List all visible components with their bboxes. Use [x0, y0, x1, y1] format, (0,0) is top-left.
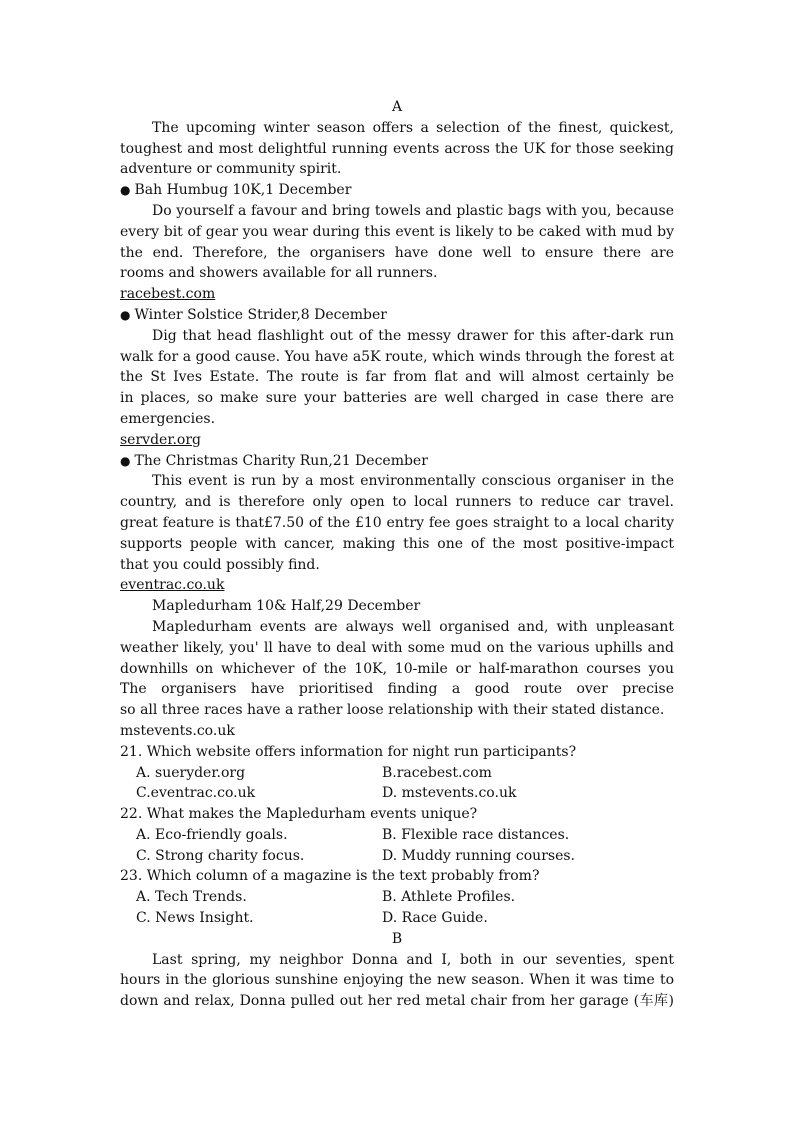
intro-paragraph	[120, 118, 674, 180]
option-b[interactable]: B. Athlete Profiles.	[382, 889, 516, 906]
document-page	[120, 97, 674, 1012]
event-christmas-charity	[120, 451, 674, 597]
text-line: adventure or community spirit.	[120, 161, 342, 178]
text-line: downhills on whichever of the 10K, 10-mile or half-marathon courses you	[120, 660, 674, 677]
text-line: This event is run by a most environmentally conscious organiser in the	[152, 473, 674, 490]
question-21	[120, 742, 674, 804]
event-website-link[interactable]: racebest.com	[120, 286, 216, 303]
text-line: The upcoming winter season offers a selection of the finest, quickest,	[152, 119, 674, 136]
option-a[interactable]: A. Tech Trends.	[136, 889, 247, 906]
text-line: The organisers have prioritised finding a good route over precise	[120, 681, 674, 698]
option-c[interactable]: C.eventrac.co.uk	[136, 785, 256, 802]
text-line: supports people with cancer, making this one of the most positive-impact	[120, 535, 674, 552]
option-b[interactable]: B. Flexible race distances.	[382, 826, 570, 843]
text-line: the end. Therefore, the organisers have done well to ensure there are	[120, 244, 674, 261]
text-line: Do yourself a favour and bring towels and plastic bags with you, because	[152, 202, 674, 219]
question-stem: 22. What makes the Mapledurham events unique?	[120, 806, 478, 823]
option-c[interactable]: C. News Insight.	[136, 910, 254, 927]
section-b-heading: B	[391, 930, 403, 947]
event-website: mstevents.co.uk	[120, 722, 235, 739]
question-stem: 21. Which website offers information for night run participants?	[120, 743, 577, 760]
option-d[interactable]: D. Race Guide.	[382, 910, 488, 927]
text-line: Dig that head flashlight out of the messy drawer for this after-dark run	[152, 327, 674, 344]
text-line: walk for a good cause. You have a5K route, which winds through the forest at	[120, 348, 674, 365]
text-line: weather likely, you' ll have to deal with some mud on the various uphills and	[120, 639, 674, 656]
option-b[interactable]: B.racebest.com	[382, 764, 492, 781]
option-d[interactable]: D. Muddy running courses.	[382, 847, 575, 864]
text-line: great feature is that£7.50 of the £10 entry fee goes straight to a local charity	[120, 514, 674, 531]
question-23	[120, 866, 674, 928]
question-22	[120, 804, 674, 866]
text-line: emergencies.	[120, 410, 216, 427]
event-title: ● Bah Humbug 10K,1 December	[120, 180, 674, 201]
question-stem: 23. Which column of a magazine is the text probably from?	[120, 868, 540, 885]
event-mapledurham	[120, 596, 674, 742]
option-a[interactable]: A. Eco-friendly goals.	[136, 826, 288, 843]
option-c[interactable]: C. Strong charity focus.	[136, 847, 305, 864]
text-line: rooms and showers available for all runners.	[120, 265, 438, 282]
option-a[interactable]: A. sueryder.org	[136, 764, 246, 781]
text-line: country, and is therefore only open to local runners to reduce car travel.	[120, 494, 674, 511]
text-line: so all three races have a rather loose relationship with their stated distance.	[120, 702, 665, 719]
event-title: Mapledurham 10& Half,29 December	[152, 598, 421, 615]
event-title: ● Winter Solstice Strider,8 December	[120, 305, 674, 326]
text-line: that you could possibly find.	[120, 556, 320, 573]
section-a-heading: A	[391, 99, 403, 115]
text-line: every bit of gear you wear during this event is likely to be caked with mud by	[120, 223, 674, 240]
text-line: in places, so make sure your batteries are well charged in case there are	[120, 390, 674, 407]
event-website-link[interactable]: eventrac.co.uk	[120, 577, 225, 594]
event-bah-humbug	[120, 180, 674, 305]
text-line: Mapledurham events are always well organised and, with unpleasant	[152, 618, 674, 635]
text-line: Last spring, my neighbor Donna and I, both in our seventies, spent	[152, 951, 674, 968]
event-title: ● The Christmas Charity Run,21 December	[120, 451, 674, 472]
event-website-link[interactable]: servder.org	[120, 431, 202, 448]
text-line: down and relax, Donna pulled out her red metal chair from her garage (车库)	[120, 993, 674, 1010]
option-d[interactable]: D. mstevents.co.uk	[382, 785, 517, 802]
section-b-paragraph	[120, 950, 674, 1012]
event-winter-solstice	[120, 305, 674, 451]
text-line: toughest and most delightful running events across the UK for those seeking	[120, 140, 674, 157]
text-line: the St Ives Estate. The route is far from flat and will almost certainly be	[120, 369, 674, 386]
text-line: hours in the glorious sunshine enjoying the new season. When it was time to	[120, 972, 674, 989]
